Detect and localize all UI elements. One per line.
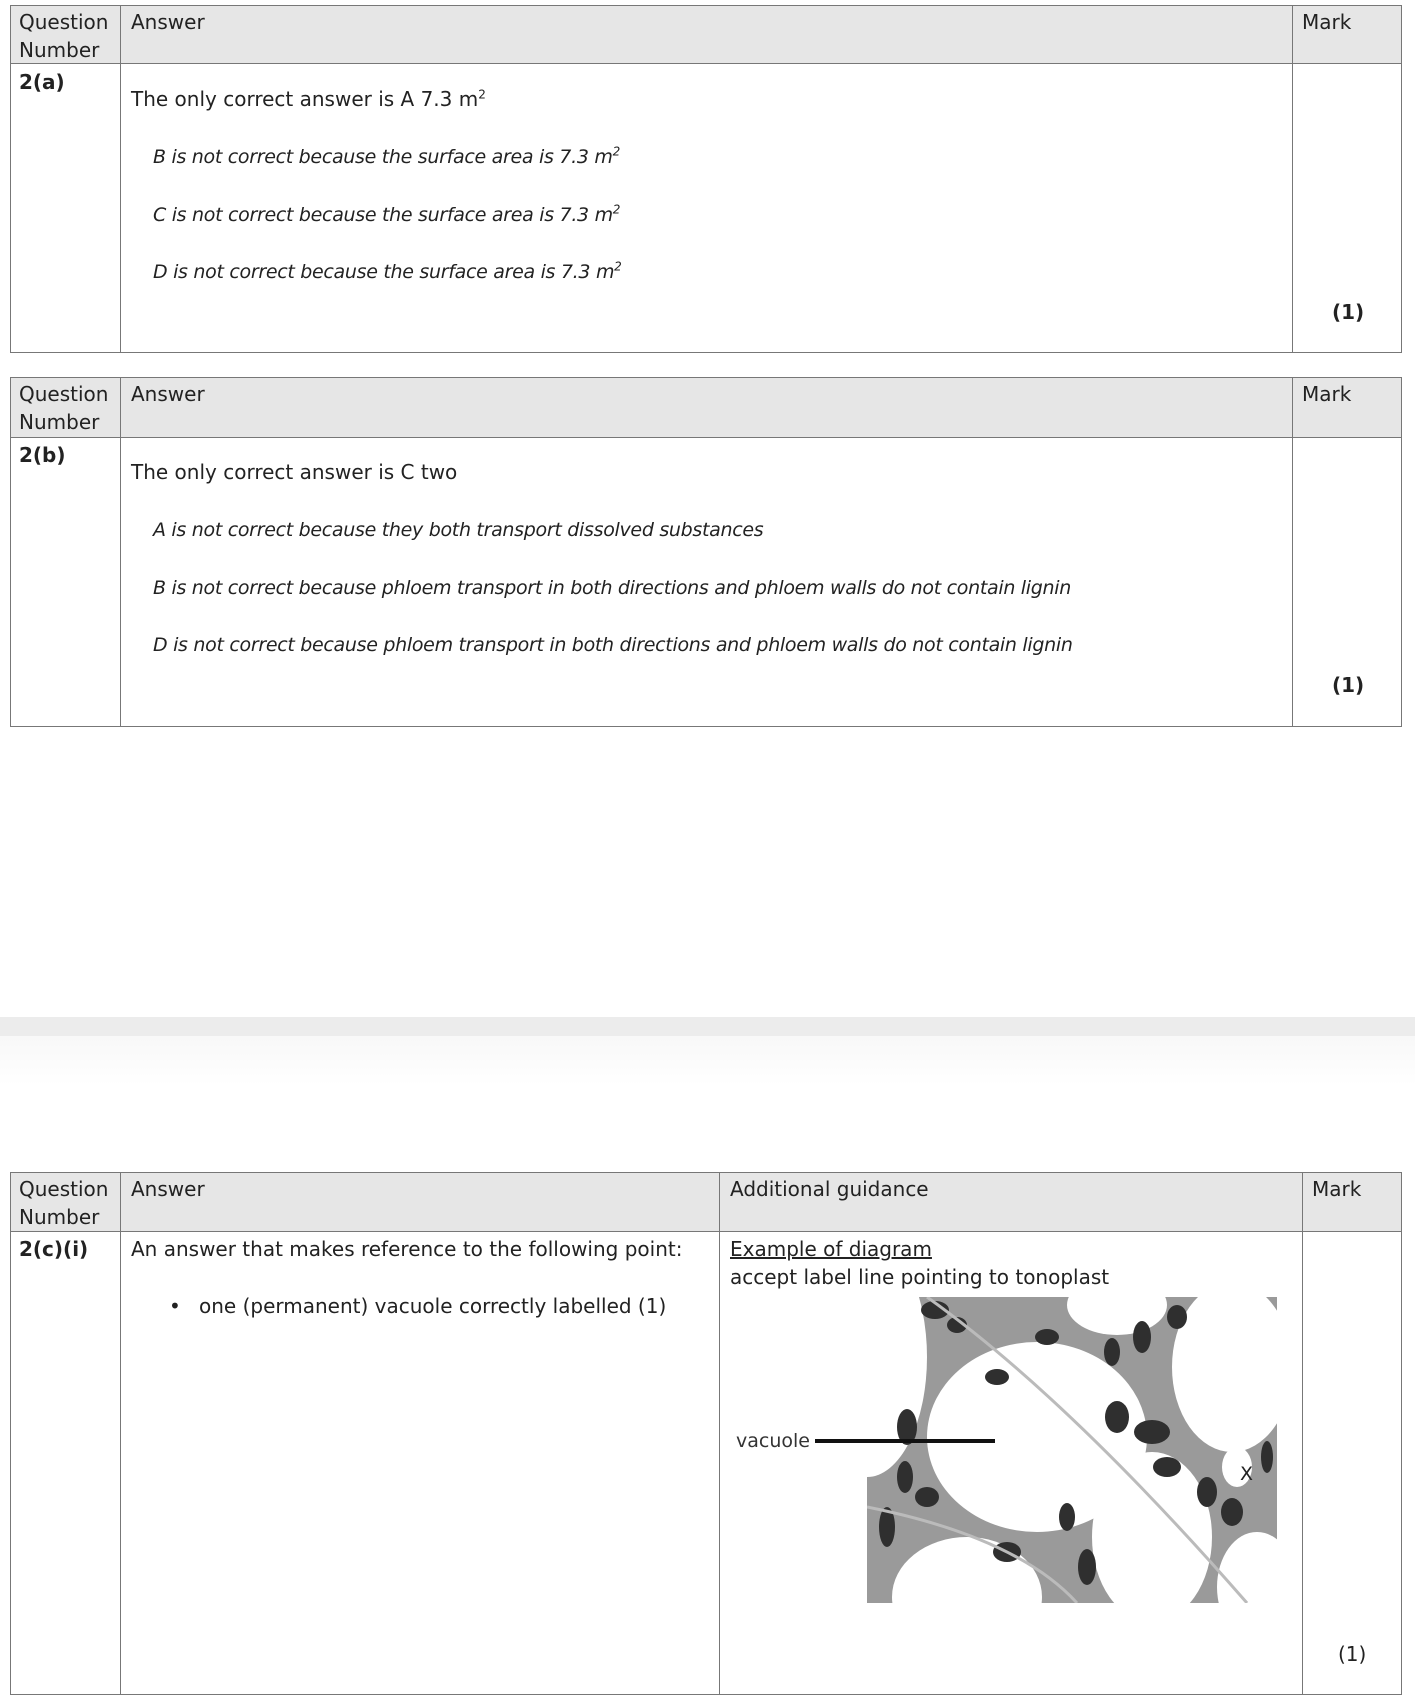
header-mark: Mark [1302,10,1352,34]
mark-value: (1) [1332,673,1365,697]
header-answer: Answer [131,382,205,406]
table-header [11,378,1401,438]
page-break-shadow [0,1036,1415,1086]
header-mark: Mark [1302,382,1352,406]
question-number: 2(b) [19,443,66,467]
header-answer: Answer [131,1177,205,1201]
header-question-number: Question Number [19,382,109,434]
table-header [11,6,1401,64]
mark-scheme-table-2a [10,5,1402,353]
question-number: 2(c)(i) [19,1237,89,1261]
cell-micrograph-image [867,1297,1277,1603]
mark-scheme-table-2b [10,377,1402,727]
table-header [11,1173,1401,1232]
header-mark: Mark [1312,1177,1362,1201]
mark-value: (1) [1338,1642,1367,1666]
bullet-icon: • [169,1294,181,1318]
reason-d: D is not correct because the surface area is 7.3 $m^2$ [153,259,622,283]
vacuole-label: vacuole [736,1430,810,1452]
reason-b: B is not correct because phloem transport in both directions and phloem walls do not contain lignin [153,577,1071,599]
guidance-title: Example of diagram [730,1237,932,1261]
reason-a: A is not correct because they both transport dissolved substances [153,519,764,541]
reason-c: C is not correct because the surface area is 7.3 $m^2$ [153,202,621,226]
reason-d: D is not correct because phloem transport in both directions and phloem walls do not contain lignin [153,634,1073,656]
marker-x: X [1240,1463,1254,1485]
header-question-number: Question Number [19,1177,109,1229]
reason-b: B is not correct because the surface area is 7.3 $m^2$ [153,144,620,168]
correct-answer: The only correct answer is C two [131,460,458,484]
vacuole-label-line [815,1439,995,1443]
answer-point: one (permanent) vacuole correctly labelled (1) [199,1294,667,1318]
question-number: 2(a) [19,70,65,94]
header-additional-guidance: Additional guidance [730,1177,929,1201]
header-question-number: Question Number [19,10,109,62]
mark-value: (1) [1332,300,1365,324]
answer-intro: An answer that makes reference to the following point: [131,1237,683,1261]
guidance-note: accept label line pointing to tonoplast [730,1265,1110,1289]
header-answer: Answer [131,10,205,34]
correct-answer: The only correct answer is A 7.3 $m^2$ [131,87,486,111]
page-break [0,1017,1415,1036]
